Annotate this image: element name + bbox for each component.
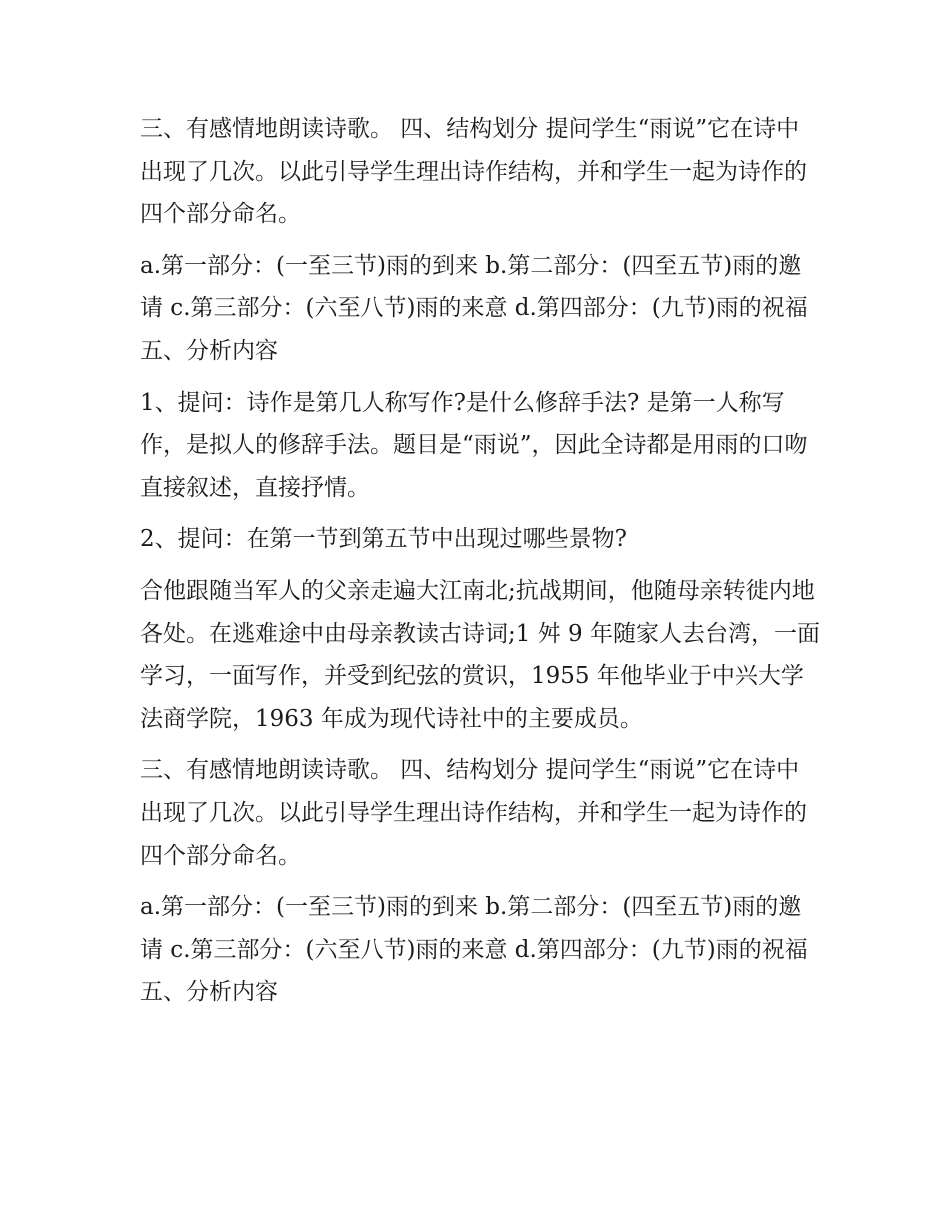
paragraph-author-biography: 合他跟随当军人的父亲走遍大江南北;抗战期间，他随母亲转徙内地各处。在逃难途中由母亲教读古诗词;1 舛 9 年随家人去台湾，一面学习，一面写作，并受到纪弦的赏识，1955 年他毕业于中兴大学法商学院，1963 年成为现代诗社中的主要成员。	[140, 577, 820, 732]
paragraph-question-scenery: 2、提问：在第一节到第五节中出现过哪些景物?	[140, 526, 627, 553]
document-body	[140, 108, 820, 1023]
paragraph-reading-structure: 三、有感情地朗读诗歌。 四、结构划分 提问学生“雨说”它在诗中出现了几次。以此引导学生理出诗作结构，并和学生一起为诗作的四个部分命名。	[140, 116, 807, 228]
paragraph-question-person: 1、提问：诗作是第几人称写作?是什么修辞手法? 是第一人称写作，是拟人的修辞手法。题目是“雨说”，因此全诗都是用雨的口吻直接叙述，直接抒情。	[140, 389, 808, 501]
paragraph-section-division-repeat: a.第一部分：(一至三节)雨的到来 b.第二部分：(四至五节)雨的邀请 c.第三部分：(六至八节)雨的来意 d.第四部分：(九节)雨的祝福 五、分析内容	[140, 894, 808, 1006]
paragraph-section-division: a.第一部分：(一至三节)雨的到来 b.第二部分：(四至五节)雨的邀请 c.第三部分：(六至八节)雨的来意 d.第四部分：(九节)雨的祝福 五、分析内容	[140, 252, 808, 364]
paragraph-reading-structure-repeat: 三、有感情地朗读诗歌。 四、结构划分 提问学生“雨说”它在诗中出现了几次。以此引导学生理出诗作结构，并和学生一起为诗作的四个部分命名。	[140, 757, 807, 869]
